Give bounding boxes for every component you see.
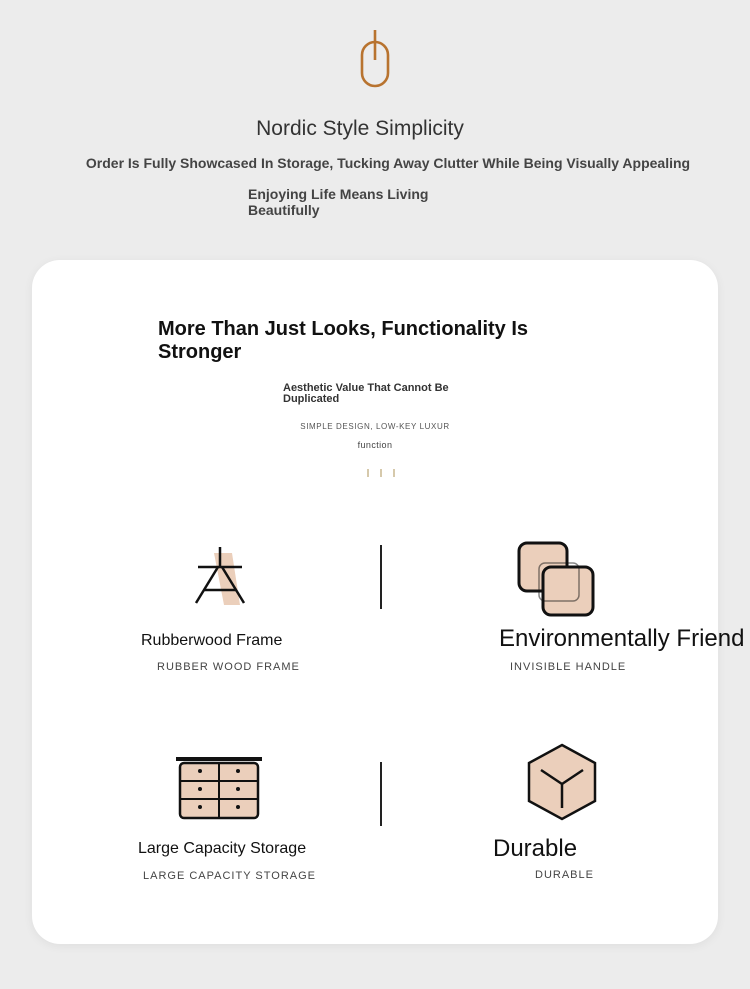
feature-sub-rubberwood: RUBBER WOOD FRAME — [157, 661, 300, 673]
card-title: More Than Just Looks, Functionality Is Stronger — [158, 318, 529, 363]
feature-sub-eco: INVISIBLE HANDLE — [510, 661, 627, 673]
card-subtitle: Aesthetic Value That Cannot Be Duplicated — [283, 382, 449, 405]
hero-subtitle: Order Is Fully Showcased In Storage, Tucking Away Clutter While Being Visually Appealing — [85, 155, 691, 171]
tick-marks — [366, 468, 396, 478]
card-caption: SIMPLE DESIGN, LOW-KEY LUXUR — [300, 422, 450, 431]
mouse-icon — [360, 30, 390, 88]
divider-bottom — [380, 762, 382, 826]
hero-tagline: Enjoying Life Means Living Beautifully — [248, 186, 429, 218]
eiffel-tower-icon — [192, 545, 250, 607]
feature-sub-durable: DURABLE — [535, 869, 594, 881]
hero-title: Nordic Style Simplicity — [256, 117, 464, 140]
overlapping-squares-icon — [516, 540, 598, 620]
divider-top — [380, 545, 382, 609]
feature-sub-storage: LARGE CAPACITY STORAGE — [143, 870, 316, 882]
feature-label-eco: Environmentally Friend — [499, 625, 745, 652]
drawer-cabinet-icon — [175, 756, 263, 822]
feature-label-storage: Large Capacity Storage — [138, 840, 307, 857]
feature-label-rubberwood: Rubberwood Frame — [141, 632, 283, 649]
card-caption-function: function — [357, 440, 393, 450]
feature-label-durable: Durable — [493, 835, 578, 862]
cube-icon — [525, 742, 599, 822]
